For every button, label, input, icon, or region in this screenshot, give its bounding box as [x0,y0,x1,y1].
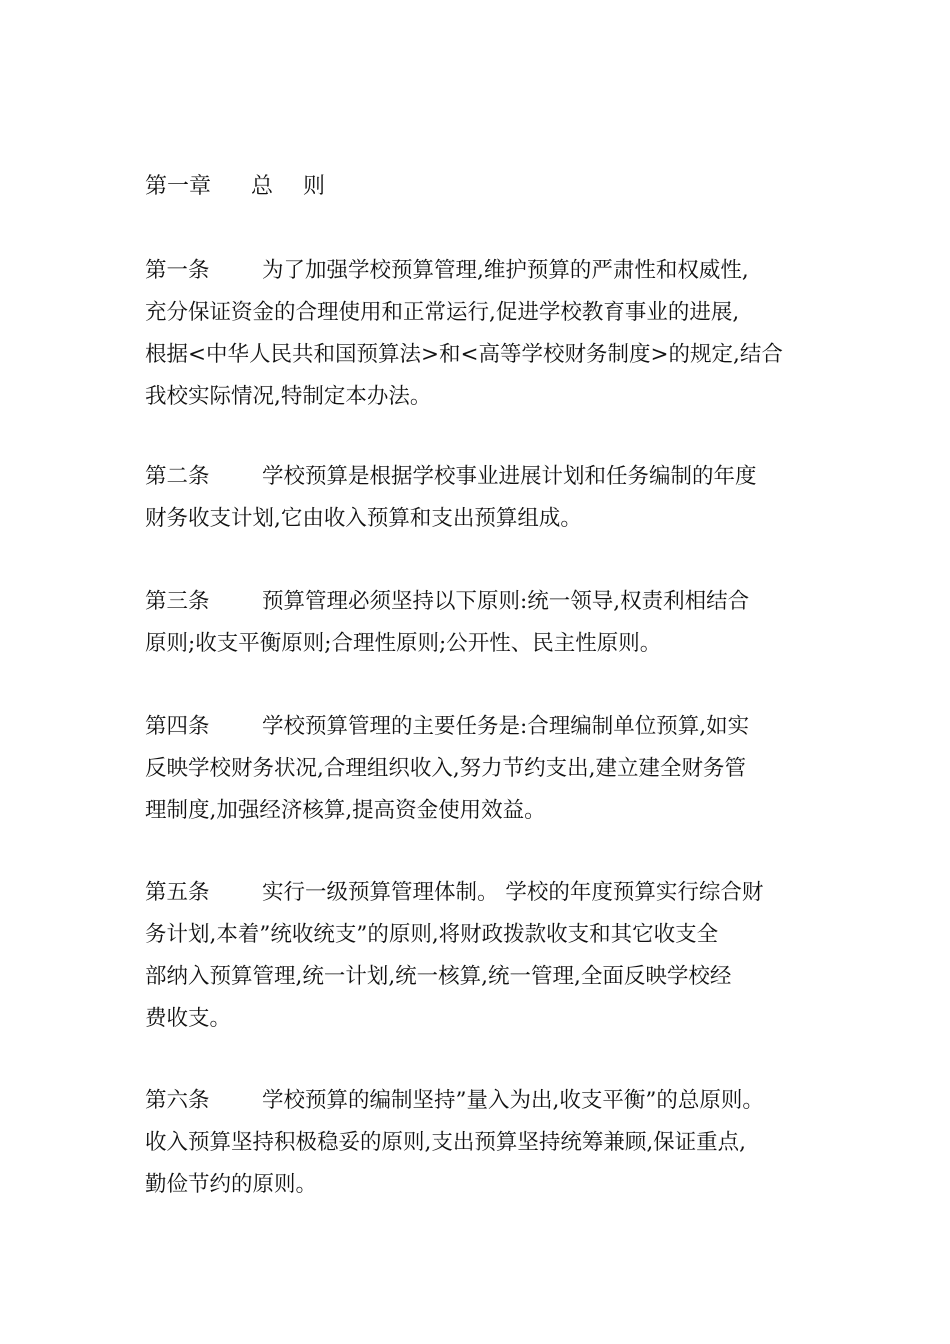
chapter-title-part1: 总 [251,174,274,199]
article-text-line: 费收支。 [145,1006,232,1031]
article-text-line: 根据<中华人民共和国预算法>和<高等学校财务制度>的规定,结合 [145,342,783,367]
article-text-line: 反映学校财务状况,合理组织收入,努力节约支出,建立建全财务管 [145,756,747,781]
chapter-heading [145,172,325,202]
article-number: 第二条 [145,464,210,489]
article-text-line: 我校实际情况,特制定本办法。 [145,384,432,409]
article-text-line: 理制度,加强经济核算,提高资金使用效益。 [145,798,546,823]
article-text-line: 为了加强学校预算管理,维护预算的严肃性和权威性, [262,258,749,283]
chapter-title-part2: 则 [303,174,326,199]
article-number: 第六条 [145,1088,210,1113]
article-2 [145,456,825,540]
article-1 [145,250,825,418]
article-text-line: 学校预算的编制坚持”量入为出,收支平衡”的总原则。 [262,1088,764,1113]
article-text-line: 财务收支计划,它由收入预算和支出预算组成。 [145,506,582,531]
article-first-line [145,250,825,292]
article-first-line [145,581,825,623]
article-5 [145,872,825,1040]
article-number: 第一条 [145,258,210,283]
article-text-line: 原则;收支平衡原则;合理性原则;公开性、民主性原则。 [145,631,662,656]
article-text-line: 学校预算管理的主要任务是:合理编制单位预算,如实 [262,714,750,739]
article-number: 第四条 [145,714,210,739]
article-first-line [145,456,825,498]
article-text-line: 学校预算是根据学校事业进展计划和任务编制的年度 [262,464,757,489]
article-text-line: 充分保证资金的合理使用和正常运行,促进学校教育事业的进展, [145,300,740,325]
article-text-line: 预算管理必须坚持以下原则:统一领导,权责利相结合 [262,589,750,614]
article-3 [145,581,825,665]
article-6 [145,1080,825,1206]
article-text-line: 实行一级预算管理体制。 学校的年度预算实行综合财 [262,880,764,905]
article-text-line: 部纳入预算管理,统一计划,统一核算,统一管理,全面反映学校经 [145,964,732,989]
article-4 [145,706,825,832]
article-first-line [145,706,825,748]
article-number: 第三条 [145,589,210,614]
chapter-number: 第一章 [145,174,212,199]
article-text-line: 勤俭节约的原则。 [145,1172,318,1197]
article-text-line: 收入预算坚持积极稳妥的原则,支出预算坚持统筹兼顾,保证重点, [145,1130,747,1155]
article-number: 第五条 [145,880,210,905]
article-first-line [145,1080,825,1122]
article-first-line [145,872,825,914]
article-text-line: 务计划,本着”统收统支”的原则,将财政拨款收支和其它收支全 [145,922,719,947]
